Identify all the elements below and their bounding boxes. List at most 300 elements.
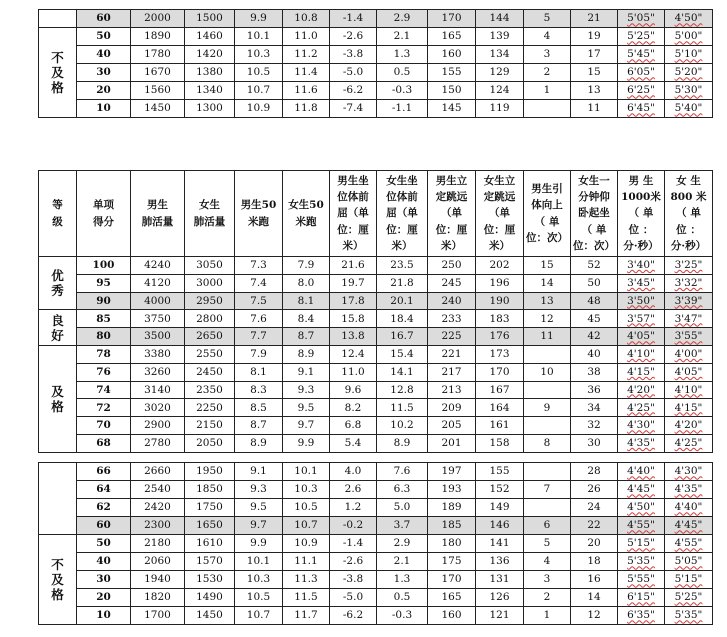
- value-cell: 2.1: [377, 28, 428, 46]
- score-table-main: [38, 170, 713, 453]
- value-cell: 7.7: [235, 328, 283, 346]
- value-cell: 160: [428, 46, 476, 64]
- value-cell: 10.7: [235, 82, 283, 100]
- value-cell: 45: [571, 310, 618, 328]
- time-value: 3'50": [627, 294, 655, 307]
- value-cell: -0.3: [377, 82, 428, 100]
- value-cell: [665, 517, 713, 535]
- value-cell: 8.5: [235, 399, 283, 417]
- value-cell: 10.8: [283, 10, 330, 28]
- table-row: [39, 363, 713, 381]
- time-value: 3'25": [674, 259, 703, 272]
- value-cell: 8.1: [235, 363, 283, 381]
- value-cell: 2650: [185, 328, 235, 346]
- value-cell: [665, 589, 713, 607]
- value-cell: [618, 363, 665, 381]
- table-header-row: [39, 171, 713, 257]
- value-cell: 1700: [131, 607, 185, 625]
- value-cell: 4000: [131, 292, 185, 310]
- value-cell: 11.4: [283, 64, 330, 82]
- value-cell: 1780: [131, 46, 185, 64]
- table-row: [39, 345, 713, 363]
- value-cell: 155: [428, 64, 476, 82]
- time-value: 5'40": [674, 102, 703, 115]
- value-cell: 2.9: [377, 535, 428, 553]
- score-cell: 74: [77, 381, 131, 399]
- time-value: 4'10": [627, 348, 655, 361]
- value-cell: 9.6: [330, 381, 377, 399]
- column-header: 男生立 定跳远 （单 位：厘 米）: [428, 171, 476, 257]
- grade-cell: 不 及 格: [39, 535, 77, 625]
- value-cell: 11.5: [283, 589, 330, 607]
- value-cell: 3050: [185, 257, 235, 275]
- value-cell: [618, 274, 665, 292]
- value-cell: 52: [571, 257, 618, 275]
- score-cell: 76: [77, 363, 131, 381]
- value-cell: 50: [571, 274, 618, 292]
- time-value: 5'35": [674, 609, 703, 622]
- value-cell: 1: [524, 82, 571, 100]
- table-row: [39, 434, 713, 452]
- value-cell: [524, 100, 571, 118]
- value-cell: 0.5: [377, 64, 428, 82]
- value-cell: 1380: [185, 64, 235, 82]
- time-value: 5'00": [674, 30, 703, 43]
- value-cell: 131: [476, 571, 524, 589]
- time-value: 5'25": [674, 591, 703, 604]
- value-cell: 1560: [131, 82, 185, 100]
- value-cell: 121: [476, 607, 524, 625]
- value-cell: 12: [571, 607, 618, 625]
- value-cell: 144: [476, 10, 524, 28]
- value-cell: 126: [476, 589, 524, 607]
- value-cell: 14.1: [377, 363, 428, 381]
- value-cell: 10.9: [283, 535, 330, 553]
- time-value: 4'15": [627, 365, 655, 378]
- value-cell: 2: [524, 589, 571, 607]
- value-cell: 1450: [185, 607, 235, 625]
- value-cell: 3140: [131, 381, 185, 399]
- value-cell: [665, 535, 713, 553]
- column-header: 女生坐 位体前 屈（单 位：厘 米）: [377, 171, 428, 257]
- score-table-top-fragment: [38, 9, 713, 118]
- table-row: [39, 463, 713, 481]
- score-cell: 50: [77, 535, 131, 553]
- column-header: 单项 得分: [77, 171, 131, 257]
- value-cell: 13: [524, 292, 571, 310]
- value-cell: 1450: [131, 100, 185, 118]
- score-table-bottom-fragment: [38, 462, 713, 625]
- value-cell: 9.5: [235, 499, 283, 517]
- value-cell: [618, 417, 665, 435]
- value-cell: 15: [524, 257, 571, 275]
- value-cell: 2420: [131, 499, 185, 517]
- value-cell: 15.8: [330, 310, 377, 328]
- value-cell: 32: [571, 417, 618, 435]
- value-cell: 7.3: [235, 257, 283, 275]
- value-cell: 197: [428, 463, 476, 481]
- value-cell: 10.7: [283, 517, 330, 535]
- value-cell: 8.9: [235, 434, 283, 452]
- value-cell: 5.0: [377, 499, 428, 517]
- time-value: 4'40": [627, 465, 655, 478]
- value-cell: [618, 434, 665, 452]
- value-cell: -5.0: [330, 64, 377, 82]
- value-cell: [665, 417, 713, 435]
- value-cell: 1.3: [377, 571, 428, 589]
- value-cell: 250: [428, 257, 476, 275]
- value-cell: 8.7: [283, 328, 330, 346]
- value-cell: [618, 345, 665, 363]
- value-cell: 3750: [131, 310, 185, 328]
- score-cell: 78: [77, 345, 131, 363]
- score-cell: 30: [77, 571, 131, 589]
- score-cell: 60: [77, 10, 131, 28]
- table-row: [39, 499, 713, 517]
- time-value: 5'55": [627, 573, 655, 586]
- value-cell: 9.3: [235, 481, 283, 499]
- value-cell: 185: [428, 517, 476, 535]
- value-cell: 233: [428, 310, 476, 328]
- time-value: 4'55": [627, 519, 655, 532]
- time-value: 5'30": [674, 84, 703, 97]
- value-cell: 9.3: [283, 381, 330, 399]
- value-cell: 3260: [131, 363, 185, 381]
- table-row: [39, 553, 713, 571]
- value-cell: -0.3: [377, 607, 428, 625]
- table-row: [39, 100, 713, 118]
- value-cell: 155: [476, 463, 524, 481]
- value-cell: 42: [571, 328, 618, 346]
- value-cell: 119: [476, 100, 524, 118]
- table-row: [39, 10, 713, 28]
- value-cell: 9.7: [283, 417, 330, 435]
- score-cell: 100: [77, 257, 131, 275]
- value-cell: 2180: [131, 535, 185, 553]
- value-cell: 2450: [185, 363, 235, 381]
- value-cell: [665, 10, 713, 28]
- value-cell: [524, 345, 571, 363]
- value-cell: 0.5: [377, 589, 428, 607]
- value-cell: -5.0: [330, 589, 377, 607]
- value-cell: 11.3: [283, 571, 330, 589]
- value-cell: 1420: [185, 46, 235, 64]
- value-cell: 167: [476, 381, 524, 399]
- value-cell: 5.4: [330, 434, 377, 452]
- grade-cell: 不 及 格: [39, 28, 77, 118]
- table-row: [39, 517, 713, 535]
- score-cell: 66: [77, 463, 131, 481]
- value-cell: 4.0: [330, 463, 377, 481]
- time-value: 4'20": [627, 383, 655, 396]
- time-value: 4'25": [627, 401, 655, 414]
- value-cell: 217: [428, 363, 476, 381]
- score-cell: 68: [77, 434, 131, 452]
- score-cell: 64: [77, 481, 131, 499]
- value-cell: 205: [428, 417, 476, 435]
- value-cell: [524, 381, 571, 399]
- value-cell: [618, 399, 665, 417]
- value-cell: [665, 553, 713, 571]
- value-cell: 2800: [185, 310, 235, 328]
- score-cell: 50: [77, 28, 131, 46]
- value-cell: [665, 46, 713, 64]
- time-value: 3'40": [627, 259, 655, 272]
- time-value: 6'35": [627, 609, 655, 622]
- value-cell: [618, 100, 665, 118]
- value-cell: [618, 310, 665, 328]
- column-header: 女生 肺活量: [185, 171, 235, 257]
- value-cell: 11.7: [283, 607, 330, 625]
- column-header: 女生立 定跳远 （单 位：厘 米）: [476, 171, 524, 257]
- value-cell: 17.8: [330, 292, 377, 310]
- value-cell: 21: [571, 10, 618, 28]
- table-row: [39, 274, 713, 292]
- value-cell: 2.9: [377, 10, 428, 28]
- value-cell: 21.6: [330, 257, 377, 275]
- value-cell: 3: [524, 46, 571, 64]
- value-cell: 190: [476, 292, 524, 310]
- value-cell: 134: [476, 46, 524, 64]
- grade-cell: [39, 10, 77, 28]
- value-cell: [665, 499, 713, 517]
- value-cell: 152: [476, 481, 524, 499]
- value-cell: 10.5: [283, 499, 330, 517]
- value-cell: 19.7: [330, 274, 377, 292]
- value-cell: 12.8: [377, 381, 428, 399]
- value-cell: 16.7: [377, 328, 428, 346]
- time-value: 4'45": [674, 519, 703, 532]
- score-cell: 20: [77, 589, 131, 607]
- time-value: 4'20": [674, 419, 703, 432]
- value-cell: -7.4: [330, 100, 377, 118]
- value-cell: [665, 607, 713, 625]
- table-row: [39, 28, 713, 46]
- value-cell: 2050: [185, 434, 235, 452]
- value-cell: 2900: [131, 417, 185, 435]
- value-cell: 150: [428, 82, 476, 100]
- score-cell: 40: [77, 553, 131, 571]
- value-cell: [618, 28, 665, 46]
- value-cell: [665, 399, 713, 417]
- value-cell: 36: [571, 381, 618, 399]
- value-cell: 7.9: [235, 345, 283, 363]
- column-header: 男生坐 位体前 屈（单 位：厘 米）: [330, 171, 377, 257]
- value-cell: 189: [428, 499, 476, 517]
- value-cell: 201: [428, 434, 476, 452]
- table-row: [39, 82, 713, 100]
- value-cell: 145: [428, 100, 476, 118]
- value-cell: 160: [428, 607, 476, 625]
- time-value: 4'05": [674, 365, 703, 378]
- value-cell: 8: [524, 434, 571, 452]
- value-cell: 9.7: [235, 517, 283, 535]
- value-cell: 2.6: [330, 481, 377, 499]
- value-cell: 8.0: [283, 274, 330, 292]
- time-value: 5'25": [627, 30, 655, 43]
- value-cell: [618, 82, 665, 100]
- score-cell: 70: [77, 417, 131, 435]
- value-cell: 139: [476, 28, 524, 46]
- value-cell: 15: [571, 64, 618, 82]
- value-cell: 183: [476, 310, 524, 328]
- value-cell: [618, 571, 665, 589]
- value-cell: [665, 100, 713, 118]
- value-cell: 193: [428, 481, 476, 499]
- time-value: 4'35": [627, 437, 655, 450]
- table-row: [39, 381, 713, 399]
- value-cell: 2350: [185, 381, 235, 399]
- value-cell: [618, 481, 665, 499]
- value-cell: [665, 481, 713, 499]
- value-cell: 1500: [185, 10, 235, 28]
- value-cell: 170: [476, 363, 524, 381]
- value-cell: 11.8: [283, 100, 330, 118]
- time-value: 5'15": [627, 537, 655, 550]
- value-cell: 6.3: [377, 481, 428, 499]
- value-cell: 240: [428, 292, 476, 310]
- score-cell: 30: [77, 64, 131, 82]
- value-cell: 1650: [185, 517, 235, 535]
- table-row: [39, 607, 713, 625]
- value-cell: [665, 363, 713, 381]
- value-cell: 1.3: [377, 46, 428, 64]
- value-cell: 2660: [131, 463, 185, 481]
- score-cell: 85: [77, 310, 131, 328]
- value-cell: 8.1: [283, 292, 330, 310]
- time-value: 4'25": [674, 437, 703, 450]
- score-cell: 80: [77, 328, 131, 346]
- table-row: [39, 292, 713, 310]
- value-cell: 1530: [185, 571, 235, 589]
- value-cell: 8.9: [283, 345, 330, 363]
- value-cell: 1340: [185, 82, 235, 100]
- table-row: [39, 417, 713, 435]
- value-cell: 1850: [185, 481, 235, 499]
- time-value: 6'15": [627, 591, 655, 604]
- value-cell: 1460: [185, 28, 235, 46]
- value-cell: [665, 381, 713, 399]
- value-cell: 40: [571, 345, 618, 363]
- value-cell: 2950: [185, 292, 235, 310]
- time-value: 5'05": [674, 555, 703, 568]
- time-value: 4'05": [627, 330, 655, 343]
- column-header: 男生引 体向上 （ 单 位：次）: [524, 171, 571, 257]
- value-cell: -2.6: [330, 28, 377, 46]
- value-cell: 165: [428, 589, 476, 607]
- value-cell: 11.6: [283, 82, 330, 100]
- time-value: 3'39": [674, 294, 703, 307]
- table-row: [39, 535, 713, 553]
- value-cell: 165: [428, 28, 476, 46]
- value-cell: 14: [571, 589, 618, 607]
- value-cell: 5: [524, 535, 571, 553]
- value-cell: 19: [571, 28, 618, 46]
- score-cell: 60: [77, 517, 131, 535]
- value-cell: [665, 571, 713, 589]
- value-cell: 8.2: [330, 399, 377, 417]
- value-cell: [618, 463, 665, 481]
- time-value: 4'10": [674, 383, 703, 396]
- time-value: 3'55": [674, 330, 703, 343]
- grade-cell: [39, 463, 77, 535]
- time-value: 5'20": [674, 66, 703, 79]
- value-cell: [665, 292, 713, 310]
- value-cell: 4240: [131, 257, 185, 275]
- value-cell: 158: [476, 434, 524, 452]
- value-cell: 23.5: [377, 257, 428, 275]
- value-cell: 18.4: [377, 310, 428, 328]
- value-cell: 9.9: [283, 434, 330, 452]
- value-cell: 3.7: [377, 517, 428, 535]
- score-cell: 20: [77, 82, 131, 100]
- value-cell: 1490: [185, 589, 235, 607]
- value-cell: [618, 535, 665, 553]
- value-cell: 34: [571, 399, 618, 417]
- column-header: 女生50 米跑: [283, 171, 330, 257]
- value-cell: 30: [571, 434, 618, 452]
- value-cell: 4120: [131, 274, 185, 292]
- value-cell: [665, 463, 713, 481]
- value-cell: 4: [524, 553, 571, 571]
- time-value: 4'00": [674, 348, 703, 361]
- table-row: [39, 571, 713, 589]
- value-cell: 17: [571, 46, 618, 64]
- time-value: 3'57": [627, 312, 655, 325]
- value-cell: 3: [524, 571, 571, 589]
- value-cell: 2150: [185, 417, 235, 435]
- score-cell: 90: [77, 292, 131, 310]
- value-cell: 1940: [131, 571, 185, 589]
- value-cell: 9.9: [235, 10, 283, 28]
- column-header: 男生 肺活量: [131, 171, 185, 257]
- value-cell: [665, 328, 713, 346]
- value-cell: 2250: [185, 399, 235, 417]
- value-cell: 180: [428, 535, 476, 553]
- value-cell: [524, 499, 571, 517]
- value-cell: 1: [524, 607, 571, 625]
- value-cell: [618, 381, 665, 399]
- value-cell: 9.5: [283, 399, 330, 417]
- value-cell: 20: [571, 535, 618, 553]
- value-cell: 8.9: [377, 434, 428, 452]
- value-cell: 170: [428, 571, 476, 589]
- value-cell: -6.2: [330, 607, 377, 625]
- value-cell: 15.4: [377, 345, 428, 363]
- value-cell: 11.1: [283, 553, 330, 571]
- score-cell: 40: [77, 46, 131, 64]
- value-cell: 8.4: [283, 310, 330, 328]
- time-value: 6'05": [627, 66, 655, 79]
- value-cell: 3500: [131, 328, 185, 346]
- value-cell: 10.3: [235, 46, 283, 64]
- value-cell: [618, 257, 665, 275]
- value-cell: 209: [428, 399, 476, 417]
- value-cell: 21.8: [377, 274, 428, 292]
- value-cell: 2: [524, 64, 571, 82]
- value-cell: 24: [571, 499, 618, 517]
- time-value: 3'45": [627, 276, 655, 289]
- value-cell: 11: [524, 328, 571, 346]
- value-cell: [618, 292, 665, 310]
- value-cell: 5: [524, 10, 571, 28]
- value-cell: 1670: [131, 64, 185, 82]
- time-value: 5'35": [627, 555, 655, 568]
- value-cell: [665, 434, 713, 452]
- column-header: 女 生 800 米 （ 单 位 ： 分·秒）: [665, 171, 713, 257]
- value-cell: -2.6: [330, 553, 377, 571]
- value-cell: 26: [571, 481, 618, 499]
